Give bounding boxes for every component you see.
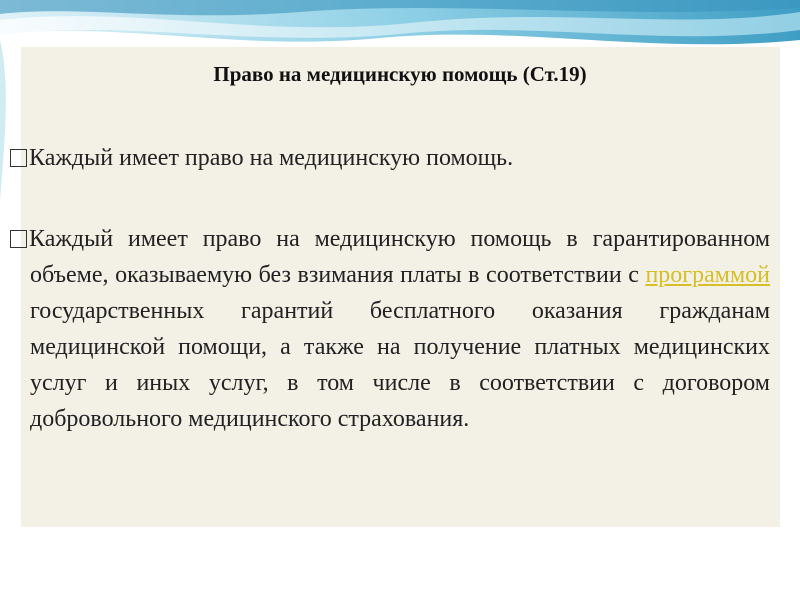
bullet-item-2 <box>10 221 770 437</box>
bullet-text-1: Каждый имеет право на медицинскую помощь. <box>29 145 514 171</box>
missing-glyph-bullet-icon <box>10 230 27 248</box>
missing-glyph-bullet-icon <box>10 149 27 167</box>
slide-title: Право на медицинскую помощь (Ст.19) <box>213 62 587 86</box>
bullet-item-1 <box>10 145 770 172</box>
program-link[interactable]: программой <box>645 262 770 288</box>
bullet-text-2-after-link: государственных гарантий бесплатного оказания гражданам медицинской помощи, а также на получение платных медицинских услуг и иных услуг, в том числе в соответствии с договором добровольного медицинского страхования. <box>30 298 770 432</box>
bullet-paragraph-2 <box>10 221 770 437</box>
bullet-text-2-before-link: Каждый имеет право на медицинскую помощь в гарантированном объеме, оказываемую без взимания платы в соответствии с <box>29 226 770 288</box>
